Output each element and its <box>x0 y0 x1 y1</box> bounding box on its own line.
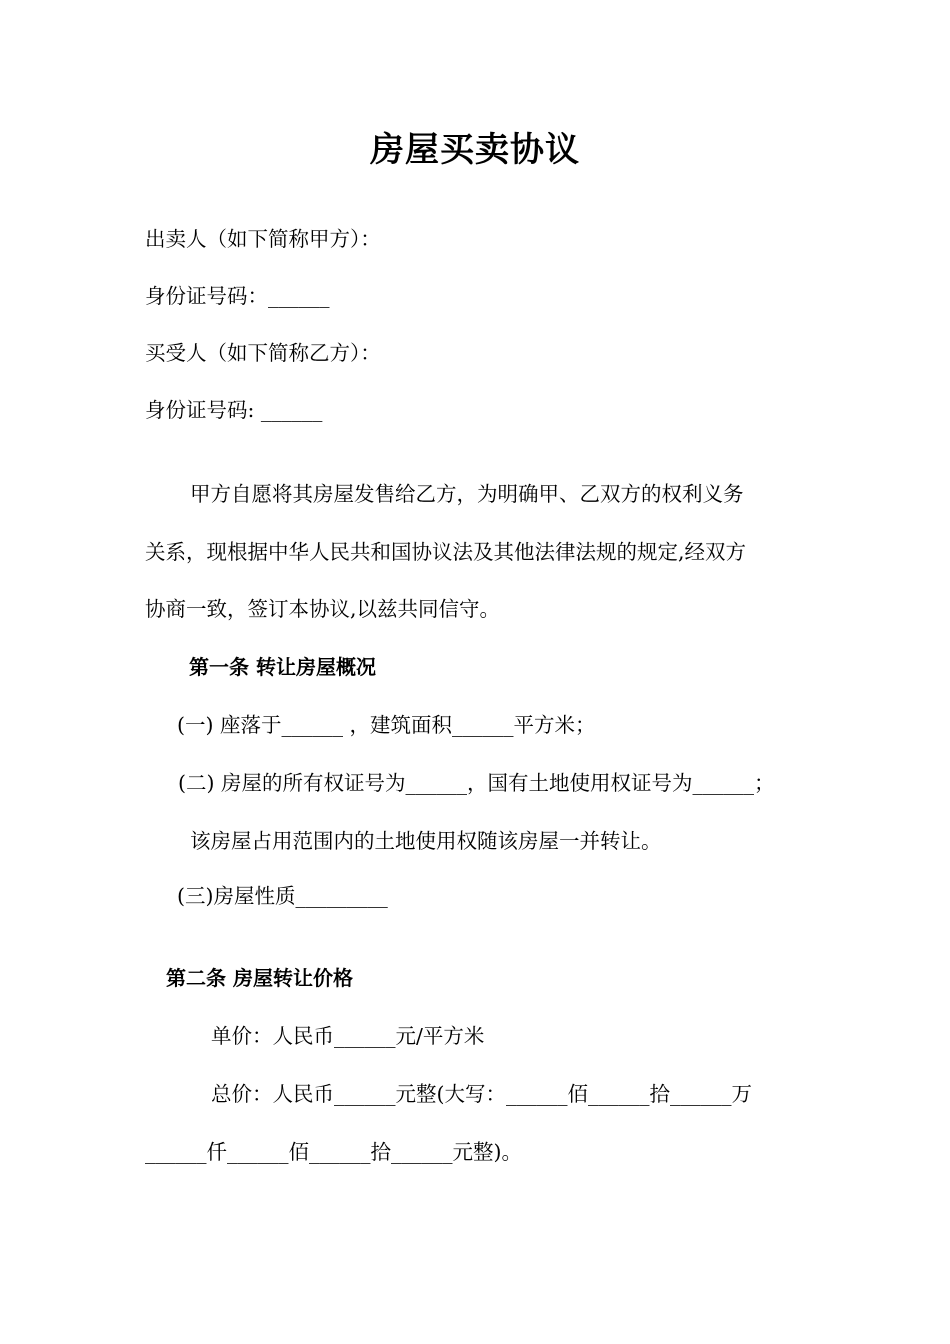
total-price-line: 总价：人民币______元整(大写：______佰______拾______万 <box>211 1082 752 1106</box>
seller-line: 出卖人（如下简称甲方）： <box>145 227 381 251</box>
article1-item2: (二) 房屋的所有权证号为______，国有土地使用权证号为______； <box>178 771 775 795</box>
document-title: 房屋买卖协议 <box>370 130 580 170</box>
total-price-line-continued: ______仟______佰______拾______元整)。 <box>145 1140 522 1164</box>
article1-item1: (一) 座落于______ ，建筑面积______平方米； <box>177 713 596 737</box>
seller-id-line: 身份证号码：______ <box>145 284 330 308</box>
preamble-line: 关系，现根据中华人民共和国协议法及其他法律法规的规定,经双方 <box>145 540 747 564</box>
preamble-line: 甲方自愿将其房屋发售给乙方，为明确甲、乙双方的权利义务 <box>190 482 744 506</box>
unit-price-line: 单价：人民币______元/平方米 <box>211 1024 485 1048</box>
article1-item3: (三)房屋性质_________ <box>177 884 388 908</box>
article1-item2-note: 该房屋占用范围内的土地使用权随该房屋一并转让。 <box>190 829 662 853</box>
article1-heading: 第一条 转让房屋概况 <box>189 655 376 679</box>
article2-heading: 第二条 房屋转让价格 <box>166 966 353 990</box>
buyer-line: 买受人（如下简称乙方）： <box>145 341 381 365</box>
preamble-line: 协商一致，签订本协议,以兹共同信守。 <box>145 597 501 621</box>
buyer-id-line: 身份证号码: ______ <box>145 398 323 422</box>
